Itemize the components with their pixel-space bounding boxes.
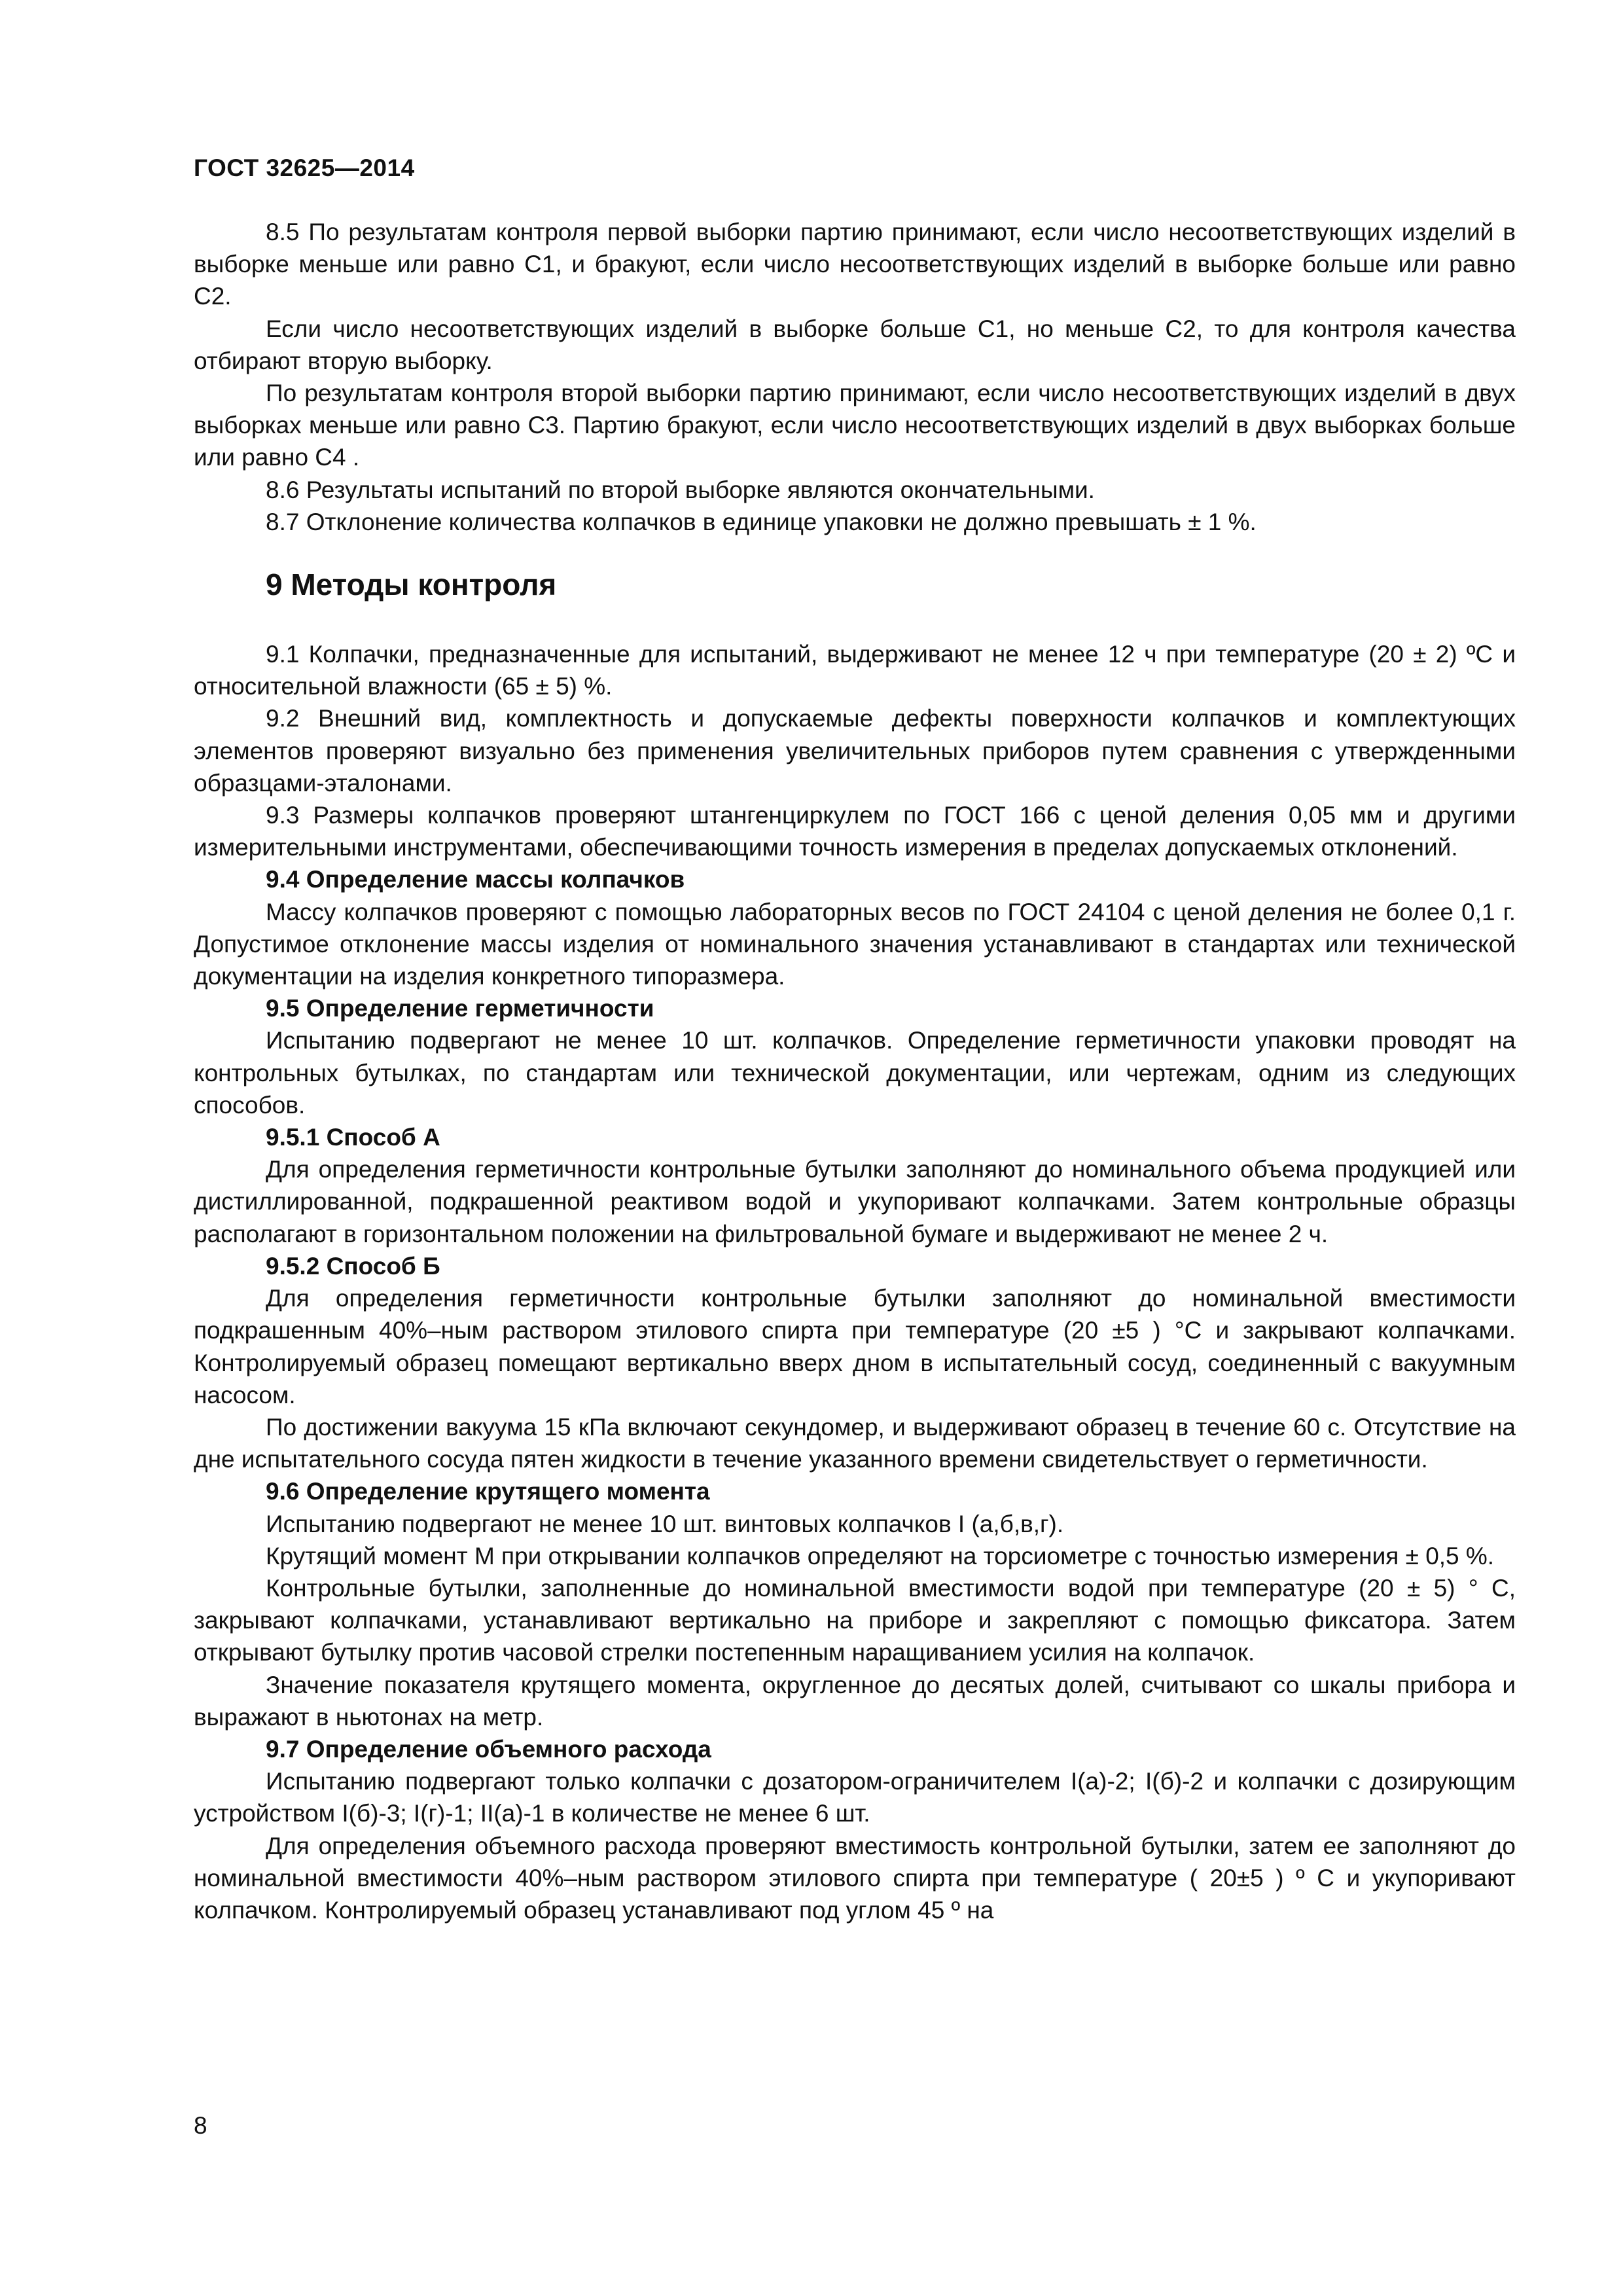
paragraph: Испытанию подвергают не менее 10 шт. колпачков. Определение герметичности упаковки проводят на контрольных бутылках, по стандартам или технической документации, или чертежам, одним из следующих способов. xyxy=(194,1027,1516,1119)
paragraph: Массу колпачков проверяют с помощью лабораторных весов по ГОСТ 24104 с ценой деления не более 0,1 г. Допустимое отклонение массы изделия от номинального значения устанавливают в стандартах или технической документации на изделия конкретного типоразмера. xyxy=(194,898,1516,990)
paragraph: Для определения объемного расхода проверяют вместимость контрольной бутылки, затем ее заполняют до номинальной вместимости 40%–ным раствором этилового спирта при температуре ( 20±5 ) º С и укупоривают колпачком. Контролируемый образец устанавливают под углом 45 º на xyxy=(194,1832,1516,1924)
paragraph: Значение показателя крутящего момента, округленное до десятых долей, считывают со шкалы прибора и выражают в ньютонах на метр. xyxy=(194,1671,1516,1731)
paragraph-8-6: 8.6 Результаты испытаний по второй выборке являются окончательными. xyxy=(266,476,1095,503)
subsection-heading: 9.5.1 Способ А xyxy=(266,1124,440,1151)
subsection-heading: 9.6 Определение крутящего момента xyxy=(266,1478,710,1505)
paragraph: 9.2 Внешний вид, комплектность и допускаемые дефекты поверхности колпачков и комплектующих элементов проверяют визуально без применения увеличительных приборов путем сравнения с утвержденными образцами-эталонами. xyxy=(194,705,1516,797)
paragraph: Крутящий момент M при открывании колпачков определяют на торсиометре с точностью измерения ± 0,5 %. xyxy=(266,1542,1495,1570)
paragraph-8-5-cont: Если число несоответствующих изделий в выборке больше С1, но меньше С2, то для контроля качества отбирают вторую выборку. xyxy=(194,315,1516,374)
paragraph: 9.3 Размеры колпачков проверяют штангенциркулем по ГОСТ 166 с ценой деления 0,05 мм и другими измерительными инструментами, обеспечивающими точность измерения в пределах допускаемых отклонений. xyxy=(194,802,1516,861)
subsection-heading: 9.5.2 Способ Б xyxy=(266,1252,440,1280)
section-9-title: 9 Методы контроля xyxy=(266,567,557,602)
paragraph-8-5-second: По результатам контроля второй выборки партию принимают, если число несоответствующих изделий в двух выборках меньше или равно С3. Партию бракуют, если число несоответствующих изделий в двух выборках больше или равно С4 . xyxy=(194,380,1516,471)
paragraph: Испытанию подвергают не менее 10 шт. винтовых колпачков I (а,б,в,г). xyxy=(266,1510,1064,1537)
subsection-heading: 9.4 Определение массы колпачков xyxy=(266,866,685,893)
document-body xyxy=(194,216,1516,1926)
paragraph: Контрольные бутылки, заполненные до номинальной вместимости водой при температуре (20 ± 5) ° С, закрывают колпачками, устанавливают вертикально на приборе и закрепляют с помощью фиксатора. Затем открывают бутылку против часовой стрелки постепенным наращиванием усилия на колпачок. xyxy=(194,1574,1516,1666)
paragraph: По достижении вакуума 15 кПа включают секундомер, и выдерживают образец в течение 60 с. Отсутствие на дне испытательного сосуда пятен жидкости в течение указанного времени свидетельствует о герметичности. xyxy=(194,1413,1516,1473)
page-number: 8 xyxy=(194,2112,207,2139)
paragraph: 9.1 Колпачки, предназначенные для испытаний, выдерживают не менее 12 ч при температуре (20 ± 2) ºС и относительной влажности (65 ± 5) %. xyxy=(194,641,1516,700)
paragraph: Для определения герметичности контрольные бутылки заполняют до номинального объема продукцией или дистиллированной, подкрашенной реактивом водой и укупоривают колпачками. Затем контрольные образцы располагают в горизонтальном положении на фильтровальной бумаге и выдерживают не менее 2 ч. xyxy=(194,1156,1516,1247)
paragraph-8-5: 8.5 По результатам контроля первой выборки партию принимают, если число несоответствующих изделий в выборке меньше или равно С1, и бракуют, если число несоответствующих изделий в выборке больше или равно С2. xyxy=(194,219,1516,310)
subsection-heading: 9.7 Определение объемного расхода xyxy=(266,1735,711,1763)
document-header: ГОСТ 32625—2014 xyxy=(194,154,415,181)
paragraph: Для определения герметичности контрольные бутылки заполняют до номинальной вместимости подкрашенным 40%–ным раствором этилового спирта при температуре (20 ±5 ) °С и закрывают колпачками. Контролируемый образец помещают вертикально вверх дном в испытательный сосуд, соединенный с вакуумным насосом. xyxy=(194,1285,1516,1408)
paragraph-8-7: 8.7 Отклонение количества колпачков в единице упаковки не должно превышать ± 1 %. xyxy=(266,508,1257,535)
section-9-body xyxy=(194,638,1516,1926)
subsection-heading: 9.5 Определение герметичности xyxy=(266,995,654,1022)
paragraph: Испытанию подвергают только колпачки с дозатором-ограничителем I(а)-2; I(б)-2 и колпачки с дозирующим устройством I(б)-3; I(г)-1; II(а)-1 в количестве не менее 6 шт. xyxy=(194,1768,1516,1827)
